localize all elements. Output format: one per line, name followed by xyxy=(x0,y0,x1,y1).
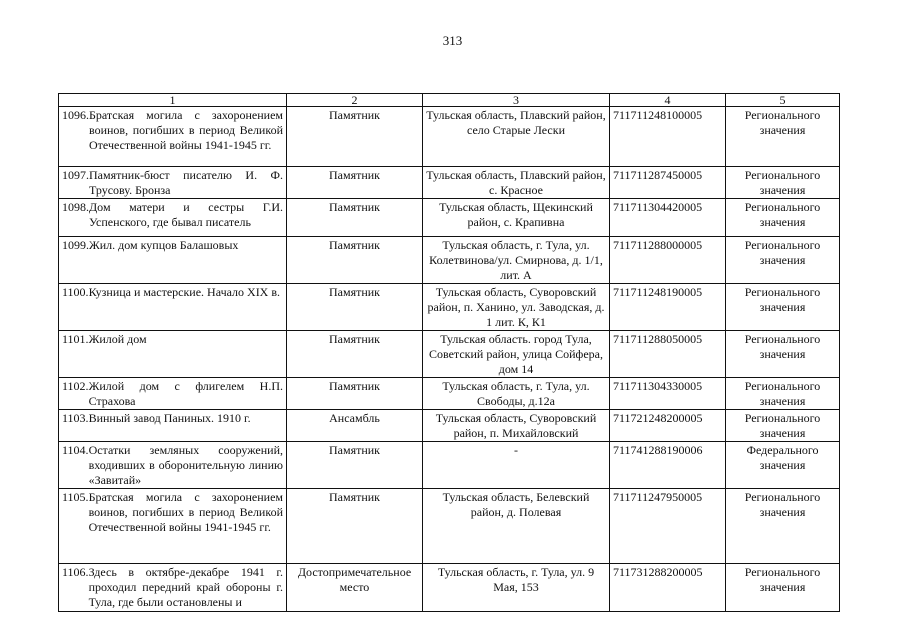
object-name: Братская могила с захоронением воинов, погибших в период Великой Отечественной войны 1941-1945 гг. xyxy=(88,490,283,534)
object-type-cell: Памятник xyxy=(287,107,423,167)
table-row xyxy=(59,284,840,331)
registration-number-cell: 711711288000005 xyxy=(610,237,726,284)
table-row xyxy=(59,564,840,612)
row-number: 1106. xyxy=(62,565,89,579)
significance-cell: Регионального значения xyxy=(726,489,840,564)
object-name-cell xyxy=(59,564,287,612)
object-name: Остатки земляных сооружений, входивших в оборонительную линию «Завитай» xyxy=(88,443,283,487)
row-number: 1104. xyxy=(62,443,89,457)
address-cell: Тульская область, г. Тула, ул. 9 Мая, 153 xyxy=(423,564,610,612)
registration-number-cell: 711711304420005 xyxy=(610,199,726,237)
address-cell: Тульская область, г. Тула, ул. Свободы, д.12а xyxy=(423,378,610,410)
object-type-cell: Памятник xyxy=(287,199,423,237)
registration-number-cell: 711741288190006 xyxy=(610,442,726,489)
column-header: 1 xyxy=(59,94,287,107)
object-type-cell: Памятник xyxy=(287,284,423,331)
row-number: 1097. xyxy=(62,168,89,182)
column-header: 2 xyxy=(287,94,423,107)
object-name: Братская могила с захоронением воинов, погибших в период Великой Отечественной войны 1941-1945 гг. xyxy=(89,108,283,152)
row-number: 1101. xyxy=(62,332,89,346)
address-cell: Тульская область, Щекинский район, с. Крапивна xyxy=(423,199,610,237)
column-header: 4 xyxy=(610,94,726,107)
object-type-cell: Памятник xyxy=(287,237,423,284)
table-row xyxy=(59,331,840,378)
address-cell: Тульская область, Суворовский район, п. Ханино, ул. Заводская, д. 1 лит. К, К1 xyxy=(423,284,610,331)
address-cell: Тульская область, Плавский район, село Старые Лески xyxy=(423,107,610,167)
table-row xyxy=(59,167,840,199)
address-cell: Тульская область. город Тула, Советский район, улица Сойфера, дом 14 xyxy=(423,331,610,378)
address-cell: - xyxy=(423,442,610,489)
significance-cell: Регионального значения xyxy=(726,199,840,237)
address-cell: Тульская область, г. Тула, ул. Колетвинова/ул. Смирнова, д. 1/1, лит. А xyxy=(423,237,610,284)
registration-number-cell: 711711304330005 xyxy=(610,378,726,410)
object-name-cell xyxy=(59,284,287,331)
row-number: 1102. xyxy=(62,379,89,393)
registration-number-cell: 711711287450005 xyxy=(610,167,726,199)
header-row xyxy=(59,94,840,107)
significance-cell: Регионального значения xyxy=(726,331,840,378)
significance-cell: Регионального значения xyxy=(726,564,840,612)
address-cell: Тульская область, Белевский район, д. Полевая xyxy=(423,489,610,564)
table-row xyxy=(59,107,840,167)
table-row xyxy=(59,199,840,237)
row-number: 1105. xyxy=(62,490,89,504)
object-name-cell xyxy=(59,167,287,199)
object-name-cell xyxy=(59,237,287,284)
object-name: Дом матери и сестры Г.И. Успенского, где бывал писатель xyxy=(89,200,283,229)
row-number: 1100. xyxy=(62,285,89,299)
column-header: 3 xyxy=(423,94,610,107)
significance-cell: Регионального значения xyxy=(726,237,840,284)
object-name-cell xyxy=(59,378,287,410)
object-type-cell: Достопримечательное место xyxy=(287,564,423,612)
table-row xyxy=(59,410,840,442)
table-row xyxy=(59,442,840,489)
row-number: 1099. xyxy=(62,238,89,252)
page-number: 313 xyxy=(442,33,463,48)
significance-cell: Федерального значения xyxy=(726,442,840,489)
object-name: Памятник-бюст писателю И. Ф. Трусову. Бронза xyxy=(89,168,283,197)
registration-number-cell: 711731288200005 xyxy=(610,564,726,612)
registration-number-cell: 711711248190005 xyxy=(610,284,726,331)
object-name: Кузница и мастерские. Начало XIX в. xyxy=(88,285,281,299)
significance-cell: Регионального значения xyxy=(726,410,840,442)
object-type-cell: Памятник xyxy=(287,167,423,199)
column-header: 5 xyxy=(726,94,840,107)
significance-cell: Регионального значения xyxy=(726,378,840,410)
object-name-cell xyxy=(59,199,287,237)
object-name: Здесь в октябре-декабре 1941 г. проходил передний край обороны г. Тула, где были остановлены и xyxy=(88,565,283,609)
object-name-cell xyxy=(59,331,287,378)
object-name-cell xyxy=(59,489,287,564)
object-name-cell xyxy=(59,410,287,442)
object-type-cell: Ансамбль xyxy=(287,410,423,442)
registration-number-cell: 711711288050005 xyxy=(610,331,726,378)
heritage-registry-table xyxy=(58,93,840,612)
row-number: 1103. xyxy=(62,411,89,425)
row-number: 1098. xyxy=(62,200,89,214)
object-name-cell xyxy=(59,442,287,489)
object-name: Жилой дом с флигелем Н.П. Страхова xyxy=(88,379,283,408)
row-number: 1096. xyxy=(62,108,89,122)
object-name: Винный завод Паниных. 1910 г. xyxy=(88,411,251,425)
object-type-cell: Памятник xyxy=(287,489,423,564)
object-type-cell: Памятник xyxy=(287,378,423,410)
registration-number-cell: 711711247950005 xyxy=(610,489,726,564)
registration-number-cell: 711711248100005 xyxy=(610,107,726,167)
registration-number-cell: 711721248200005 xyxy=(610,410,726,442)
table-row xyxy=(59,237,840,284)
object-type-cell: Памятник xyxy=(287,331,423,378)
object-name: Жил. дом купцов Балашовых xyxy=(89,238,239,252)
significance-cell: Регионального значения xyxy=(726,107,840,167)
significance-cell: Регионального значения xyxy=(726,167,840,199)
address-cell: Тульская область, Суворовский район, п. Михайловский xyxy=(423,410,610,442)
table-row xyxy=(59,378,840,410)
table-row xyxy=(59,489,840,564)
significance-cell: Регионального значения xyxy=(726,284,840,331)
object-name-cell xyxy=(59,107,287,167)
address-cell: Тульская область, Плавский район, с. Красное xyxy=(423,167,610,199)
object-type-cell: Памятник xyxy=(287,442,423,489)
object-name: Жилой дом xyxy=(88,332,147,346)
